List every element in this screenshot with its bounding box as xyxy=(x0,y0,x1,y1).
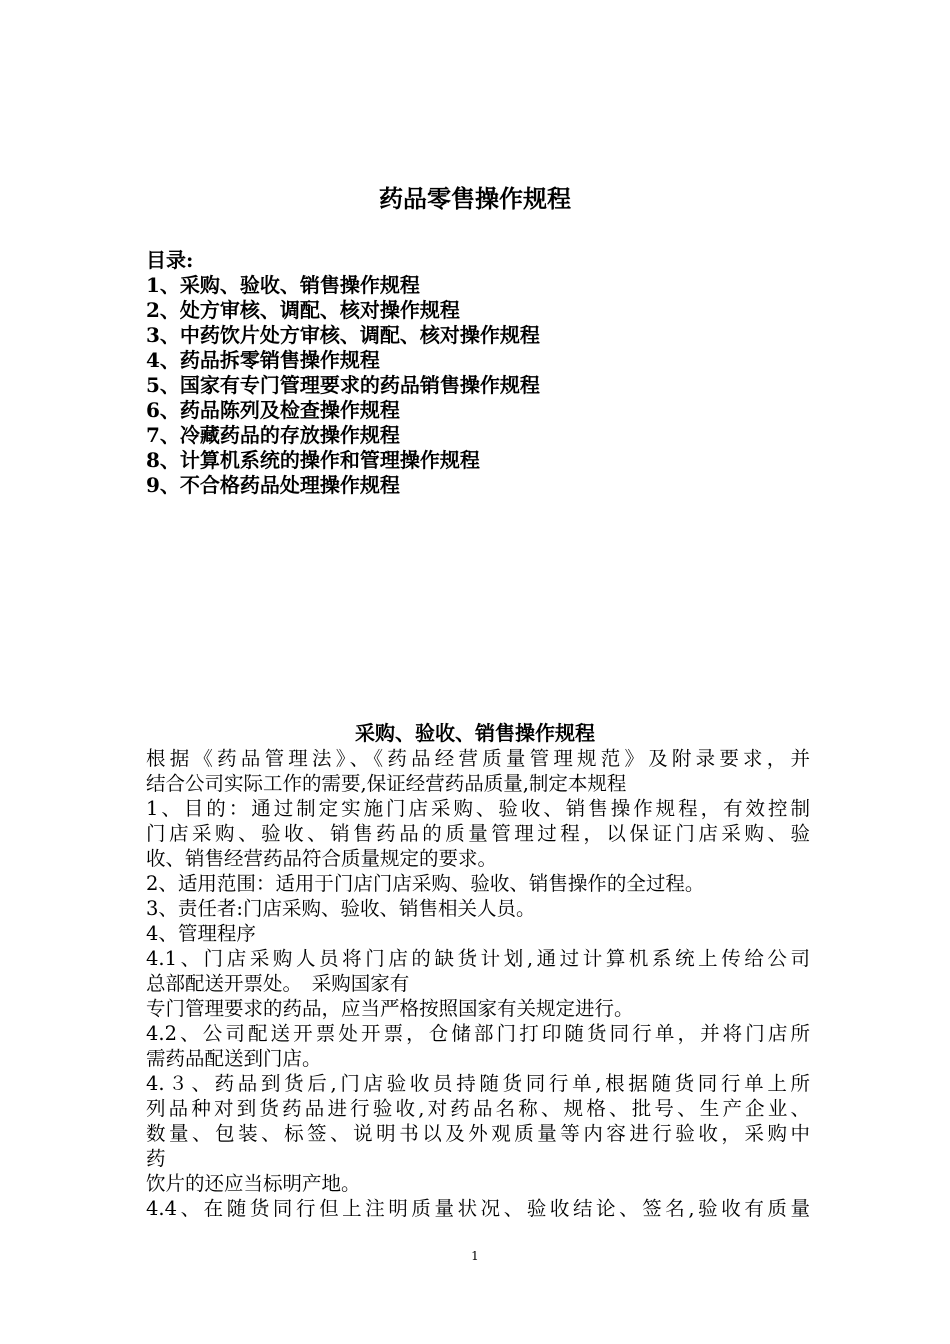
toc-item: 2、处方审核、调配、核对操作规程 xyxy=(146,298,460,322)
toc-item: 6、药品陈列及检查操作规程 xyxy=(146,398,400,422)
body-line: 需药品配送到门店。 xyxy=(146,1047,322,1070)
toc-item: 8、计算机系统的操作和管理操作规程 xyxy=(146,448,480,472)
toc-item: 4、药品拆零销售操作规程 xyxy=(146,348,380,372)
toc-item: 1、采购、验收、销售操作规程 xyxy=(146,273,420,297)
body-line: 4.1、门店采购人员将门店的缺货计划,通过计算机系统上传给公司 xyxy=(146,947,810,970)
toc-item: 3、中药饮片处方审核、调配、核对操作规程 xyxy=(146,323,540,347)
body-line: 总部配送开票处。 采购国家有 xyxy=(146,972,410,995)
toc-item: 7、冷藏药品的存放操作规程 xyxy=(146,423,400,447)
toc-item: 9、不合格药品处理操作规程 xyxy=(146,473,400,497)
body-line: 3、责任者:门店采购、验收、销售相关人员。 xyxy=(146,897,536,920)
body-line: 4.2、公司配送开票处开票，仓储部门打印随货同行单，并将门店所 xyxy=(146,1022,810,1045)
page-number: 1 xyxy=(471,1249,479,1263)
toc-heading: 目录: xyxy=(146,248,194,272)
body-line: 列品种对到货药品进行验收,对药品名称、规格、批号、生产企业、 xyxy=(146,1097,810,1120)
section-title: 采购、验收、销售操作规程 xyxy=(355,721,595,745)
body-line: 4.4、在随货同行但上注明质量状况、验收结论、签名,验收有质量 xyxy=(146,1197,810,1220)
body-line: 结合公司实际工作的需要,保证经营药品质量,制定本规程 xyxy=(146,772,627,795)
body-line: 2、适用范围：适用于门店门店采购、验收、销售操作的全过程。 xyxy=(146,872,705,895)
table-of-contents xyxy=(146,248,826,498)
body-line: 数量、包装、标签、说明书以及外观质量等内容进行验收，采购中 xyxy=(146,1122,810,1145)
body-line: 根据《药品管理法》、《药品经营质量管理规范》及附录要求，并 xyxy=(146,747,810,770)
section-body xyxy=(146,746,810,1221)
body-line: 门店采购、验收、销售药品的质量管理过程，以保证门店采购、验 xyxy=(146,822,810,845)
toc-item: 5、国家有专门管理要求的药品销售操作规程 xyxy=(146,373,540,397)
body-line: 饮片的还应当标明产地。 xyxy=(146,1172,361,1195)
document-title: 药品零售操作规程 xyxy=(379,184,571,213)
body-line: 收、销售经营药品符合质量规定的要求。 xyxy=(146,847,498,870)
body-line: 药 xyxy=(146,1147,166,1170)
body-line: 4.３、药品到货后,门店验收员持随货同行单,根据随货同行单上所 xyxy=(146,1072,810,1095)
body-line: 专门管理要求的药品，应当严格按照国家有关规定进行。 xyxy=(146,997,634,1020)
body-line: 4、管理程序 xyxy=(146,922,256,945)
body-line: 1、目的：通过制定实施门店采购、验收、销售操作规程，有效控制 xyxy=(146,797,810,820)
